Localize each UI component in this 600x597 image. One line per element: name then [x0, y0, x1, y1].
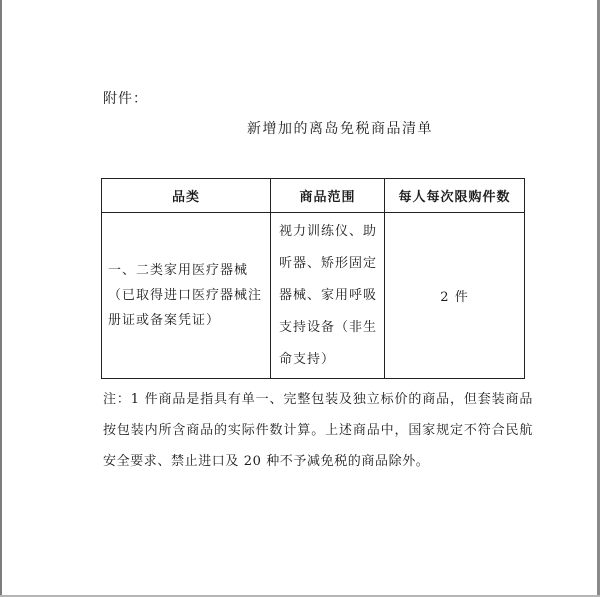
- cell-limit: 2 件: [385, 213, 525, 379]
- header-limit: 每人每次限购件数: [385, 179, 525, 213]
- cell-category: 一、二类家用医疗器械（已取得进口医疗器械注册证或备案凭证）: [102, 213, 271, 379]
- page-left-border: [0, 0, 2, 597]
- footnote: 注：1 件商品是指具有单一、完整包装及独立标价的商品，但套装商品按包装内所含商品的实际件数计算。上述商品中，国家规定不符合民航安全要求、禁止进口及 20 种不予减免税的商品除外。: [103, 392, 533, 469]
- cell-scope: 视力训练仪、助听器、矫形固定器械、家用呼吸支持设备（非生命支持）: [271, 213, 385, 379]
- header-scope: 商品范围: [271, 179, 385, 213]
- attachment-label: 附件：: [103, 91, 148, 107]
- table-header-row: [102, 179, 525, 213]
- goods-table: [101, 178, 525, 379]
- table-row: [102, 213, 525, 379]
- header-category: 品类: [102, 179, 271, 213]
- document-title: 新增加的离岛免税商品清单: [247, 121, 433, 137]
